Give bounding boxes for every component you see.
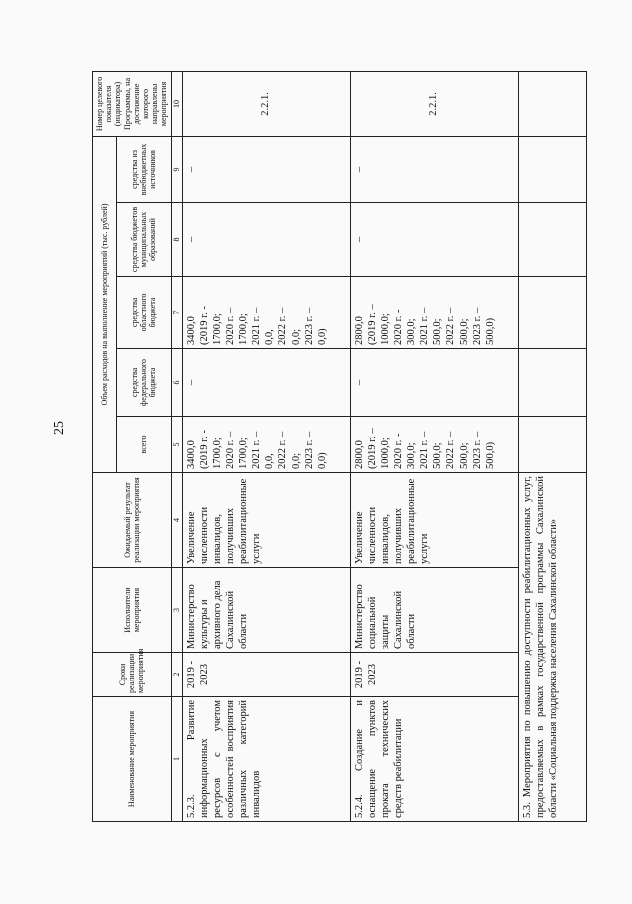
measure-name: 5.2.3. Развитие информационных ресурсов с учетом особенностей восприятия различных категорий инвалидов [182,697,350,822]
measure-federal: – [350,349,518,417]
empty-cell [518,417,586,473]
empty-cell [518,71,586,136]
header-row-1 [93,71,117,821]
table-row [182,71,350,821]
column-number: 8 [171,203,182,277]
measure-extrabudget: – [350,136,518,202]
measure-extrabudget: – [182,136,350,202]
page-number: 25 [52,421,67,435]
header-municipal: средства бюджетов муниципальных образований [116,203,171,277]
header-extrabudget: средства из внебюджетных источников [116,136,171,202]
section-title: 5.3. Мероприятия по повышению доступности реабилитационных услуг, предоставляемых в рамках государственной программы Сахалинской области «Социальная поддержка населения Сахалинской области» [518,473,586,822]
measure-period: 2019 - 2023 [182,653,350,697]
column-number: 10 [171,71,182,136]
measure-indicator: 2.2.1. [182,71,350,136]
header-name: Наименование мероприятия [93,697,172,822]
empty-cell [518,277,586,349]
measure-municipal: – [182,203,350,277]
measure-executor: Министерство культуры и архивного дела Сахалинской области [182,568,350,653]
header-volume-group: Объем расходов на выполнение мероприятий (тыс. рублей) [93,136,117,472]
header-period: Сроки реализации мероприятия [93,653,172,697]
header-result: Ожидаемый результат реализации мероприятия [93,473,172,568]
column-number: 2 [171,653,182,697]
column-number: 4 [171,473,182,568]
empty-cell [518,349,586,417]
empty-cell [518,203,586,277]
column-number: 1 [171,697,182,822]
measure-regional: 3400,0 (2019 г. - 1700,0; 2020 г. – 1700,0; 2021 г. – 0,0, 2022 г. – 0,0; 2023 г. – 0,0) [182,277,350,349]
column-number: 5 [171,417,182,473]
section-row [518,71,586,821]
measure-total: 3400,0 (2019 г. - 1700,0; 2020 г. – 1700,0; 2021 г. – 0,0, 2022 г. – 0,0; 2023 г. – 0,0) [182,417,350,473]
measure-indicator: 2.2.1. [350,71,518,136]
rotated-table-container [92,72,559,822]
header-indicator: Номер целевого показателя (индикатора) Программы, на достижение которого направлены мероприятия [93,71,172,136]
measure-total: 2800,0 (2019 г. – 1000,0; 2020 г. - 300,0; 2021 г. – 500,0; 2022 г. – 500,0; 2023 г. – 500,0) [350,417,518,473]
column-number: 3 [171,568,182,653]
measures-table [92,71,587,822]
measure-name: 5.2.4. Создание и оснащение пунктов проката технических средств реабилитации [350,697,518,822]
measure-result: Увеличение численности инвалидов, получивших реабилитационные услуги [350,473,518,568]
table-row [350,71,518,821]
header-total: всего [116,417,171,473]
column-number-row [171,71,182,821]
measure-municipal: – [350,203,518,277]
measure-executor: Министерство социальной защиты Сахалинской области [350,568,518,653]
header-executor: Исполнители мероприятия [93,568,172,653]
measure-result: Увеличение численности инвалидов, получивших реабилитационные услуги [182,473,350,568]
measure-period: 2019 - 2023 [350,653,518,697]
header-regional: средства областного бюджета [116,277,171,349]
header-federal: средства федерального бюджета [116,349,171,417]
empty-cell [518,136,586,202]
column-number: 9 [171,136,182,202]
column-number: 7 [171,277,182,349]
column-number: 6 [171,349,182,417]
measure-federal: – [182,349,350,417]
measure-regional: 2800,0 (2019 г. – 1000,0; 2020 г. - 300,0; 2021 г. – 500,0; 2022 г. – 500,0; 2023 г. – 500,0) [350,277,518,349]
